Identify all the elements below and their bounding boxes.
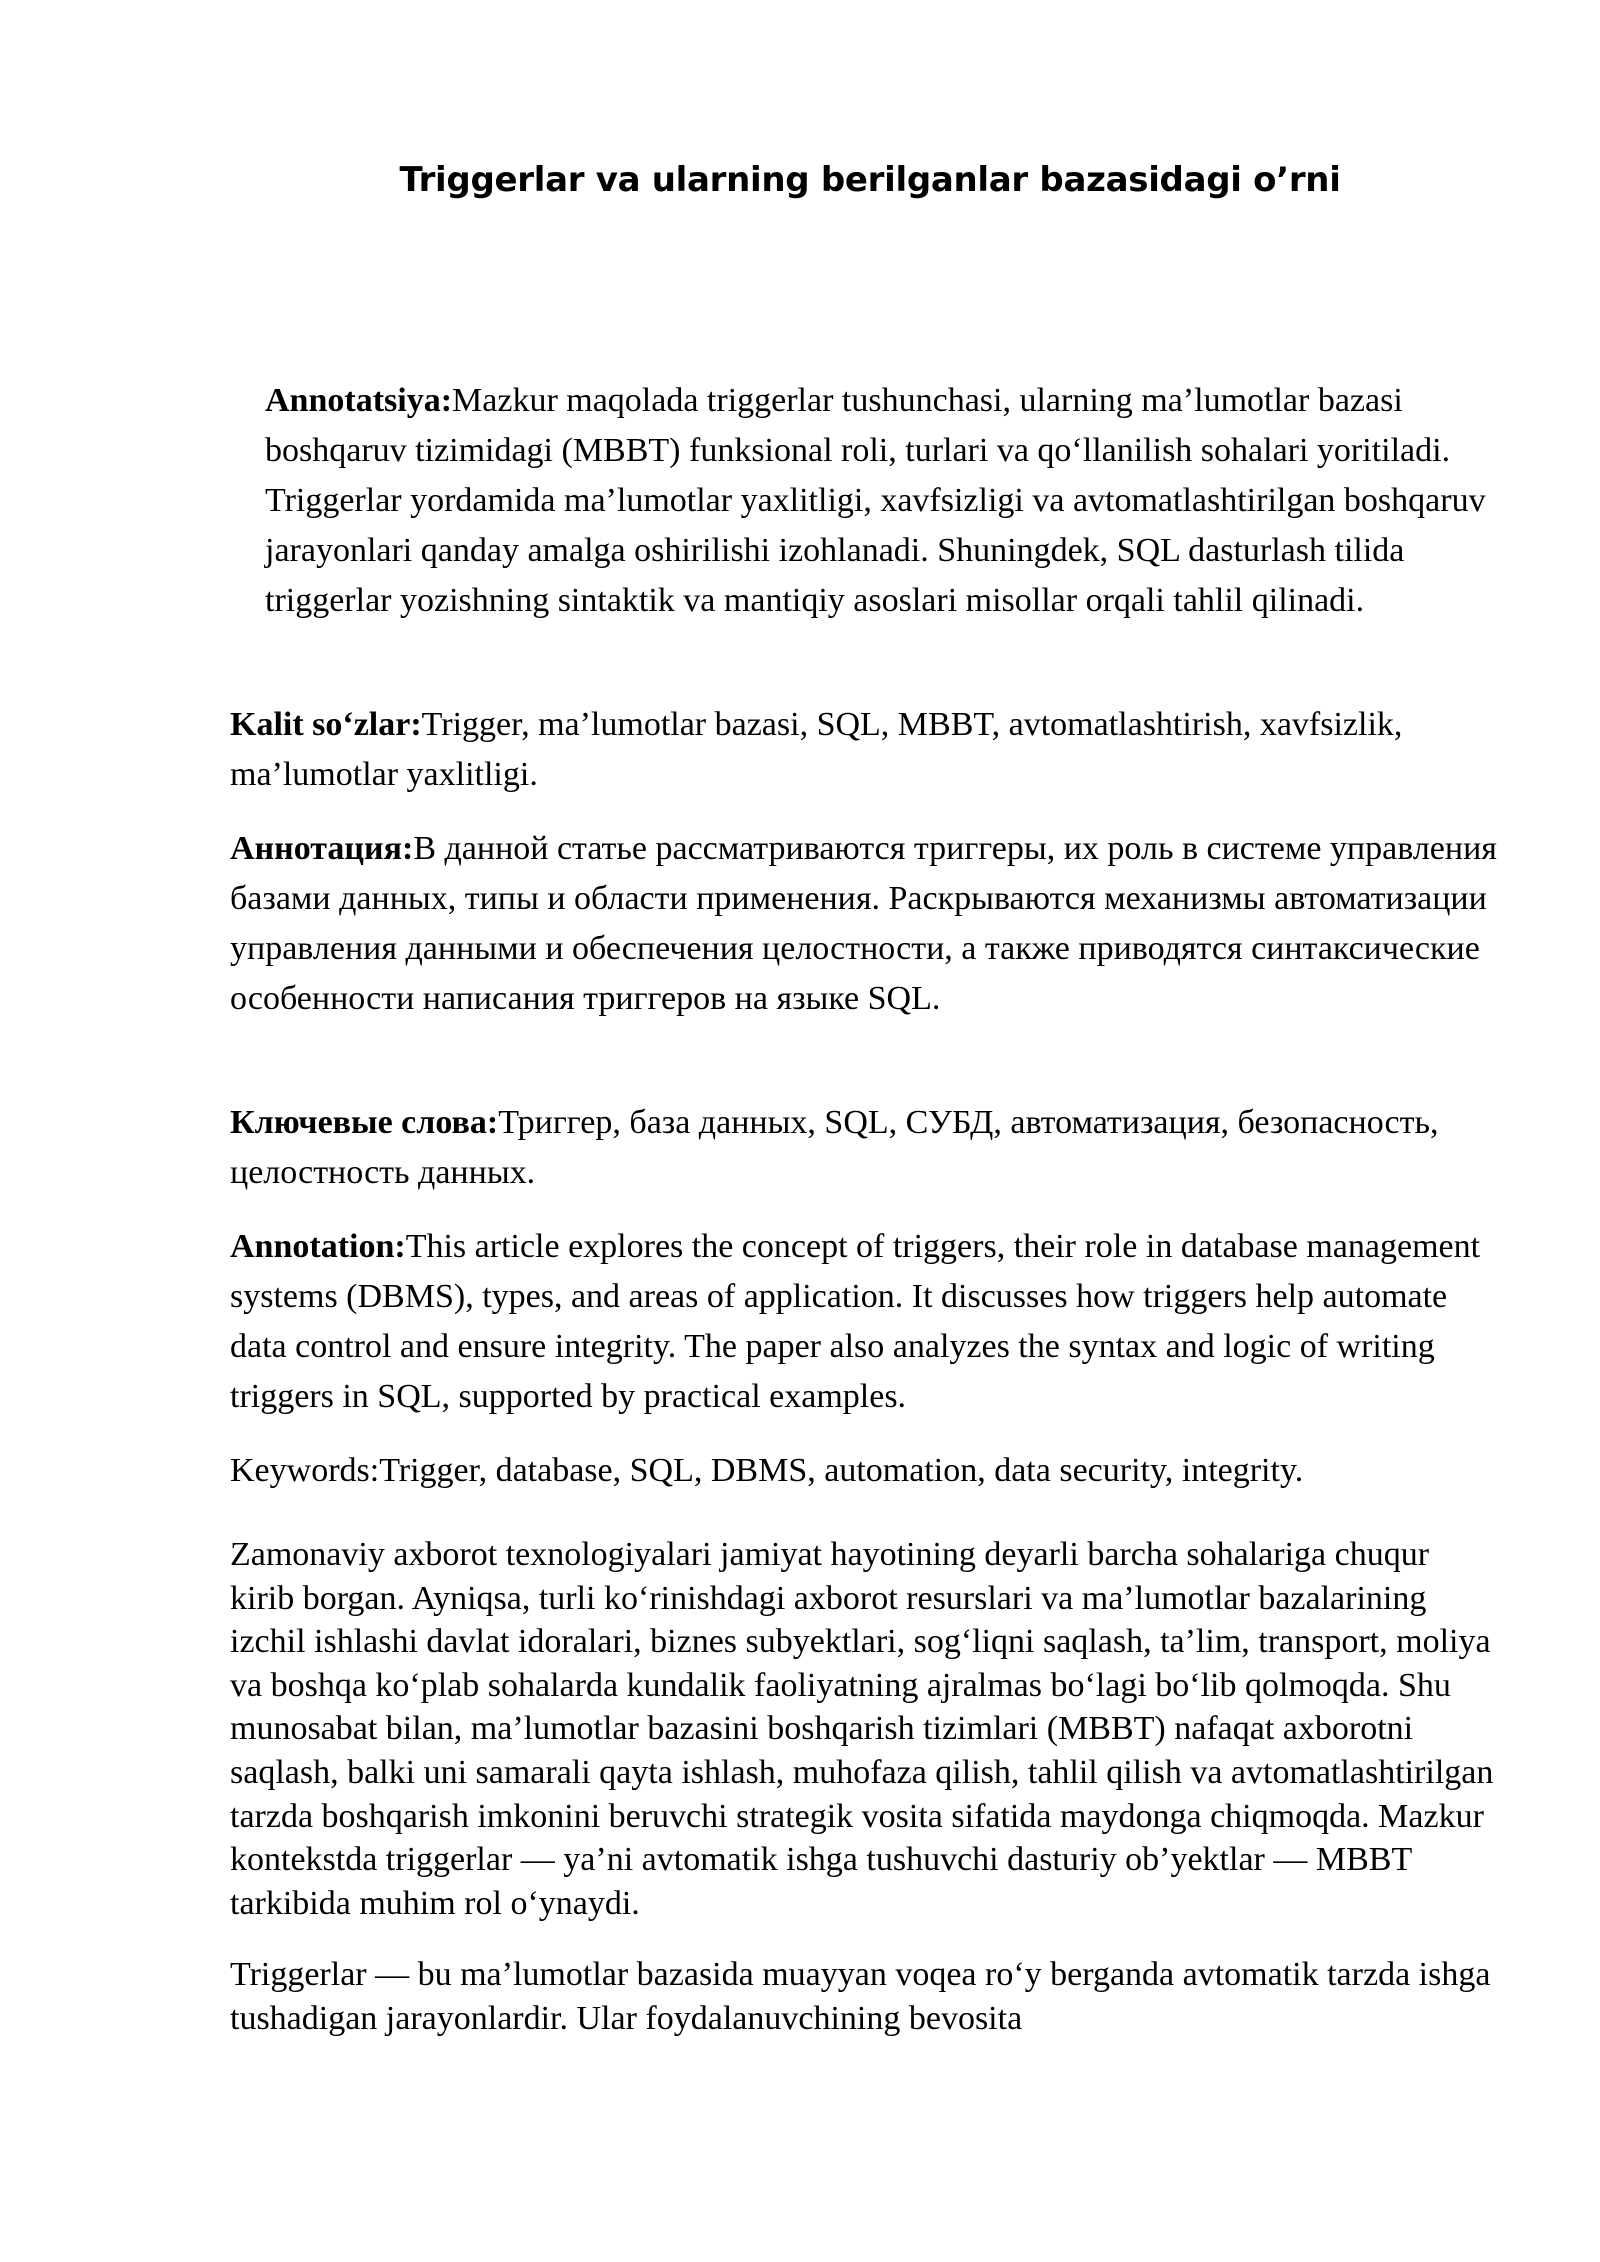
annotation-en-label: Annotation: <box>230 1228 406 1265</box>
annotation-en-text: This article explores the concept of triggers, their role in database management systems (DBMS), types, and areas of application. It discusses how triggers help automate data control and ensure integrity. The paper also analyzes the syntax and logic of writing triggers in SQL, supported by practical examples. <box>230 1228 1481 1415</box>
annotation-uz-text: Mazkur maqolada triggerlar tushunchasi, ularning ma’lumotlar bazasi boshqaruv tizimidagi (MBBT) funksional roli, turlari va qo‘llanilish sohalari yoritiladi. Triggerlar yordamida ma’lumotlar yaxlitligi, xavfsizligi va avtomatlashtirilgan boshqaruv jarayonlari qanday amalga oshirilishi izohlanadi. Shuningdek, SQL dasturlash tilida triggerlar yozishning sintaktik va mantiqiy asoslari misollar orqali tahlil qilinadi. <box>265 382 1486 619</box>
keywords-ru-label: Ключевые слова: <box>230 1104 499 1141</box>
keywords-uz-label: Kalit so‘zlar: <box>230 706 422 743</box>
keywords-uz <box>230 700 1500 800</box>
annotation-en <box>230 1222 1500 1422</box>
keywords-ru-text: Триггер, база данных, SQL, СУБД, автоматизация, безопасность, целостность данных. <box>230 1104 1439 1191</box>
keywords-uz-text: Trigger, ma’lumotlar bazasi, SQL, MBBT, avtomatlashtirish, xavfsizlik, ma’lumotlar yaxlitligi. <box>230 706 1403 793</box>
keywords-en-text: Keywords:Trigger, database, SQL, DBMS, automation, data security, integrity. <box>230 1452 1304 1489</box>
annotation-ru-text: В данной статье рассматриваются триггеры, их роль в системе управления базами данных, типы и области применения. Раскрываются механизмы автоматизации управления данными и обеспечения целостности, а также приводятся синтаксические особенности написания триггеров на языке SQL. <box>230 830 1497 1017</box>
keywords-en <box>230 1446 1500 1496</box>
annotation-uz <box>230 376 1500 626</box>
annotation-ru <box>230 824 1500 1024</box>
annotation-ru-label: Аннотация: <box>230 830 414 867</box>
body-paragraph-text: Zamonaviy axborot texnologiyalari jamiyat hayotining deyarli barcha sohalariga chuqur kirib borgan. Ayniqsa, turli ko‘rinishdagi axborot resurslari va ma’lumotlar bazalarining izchil ishlashi davlat idoralari, biznes subyektlari, sog‘liqni saqlash, ta’lim, transport, moliya va boshqa ko‘plab sohalarda kundalik faoliyatning ajralmas bo‘lagi bo‘lib qolmoqda. Shu munosabat bilan, ma’lumotlar bazasini boshqarish tizimlari (MBBT) nafaqat axborotni saqlash, balki uni samarali qayta ishlash, muhofaza qilish, tahlil qilish va avtomatlashtirilgan tarzda boshqarish imkonini beruvchi strategik vosita sifatida maydonga chiqmoqda. Mazkur kontekstda triggerlar — ya’ni avtomatik ishga tushuvchi dasturiy ob’yektlar — MBBT tarkibida muhim rol o‘ynaydi. <box>230 1536 1494 1922</box>
body-paragraph <box>230 1533 1500 1925</box>
document-title: Triggerlar va ularning berilganlar bazasidagi o’rni <box>399 160 1341 200</box>
body-paragraph-text: Triggerlar — bu ma’lumotlar bazasida muayyan voqea ro‘y berganda avtomatik tarzda ishga tushadigan jarayonlardir. Ular foydalanuvchining bevosita <box>230 1956 1491 2037</box>
keywords-ru <box>230 1098 1500 1198</box>
annotation-uz-label: Annotatsiya: <box>265 382 453 419</box>
body-paragraph <box>230 1953 1500 2040</box>
